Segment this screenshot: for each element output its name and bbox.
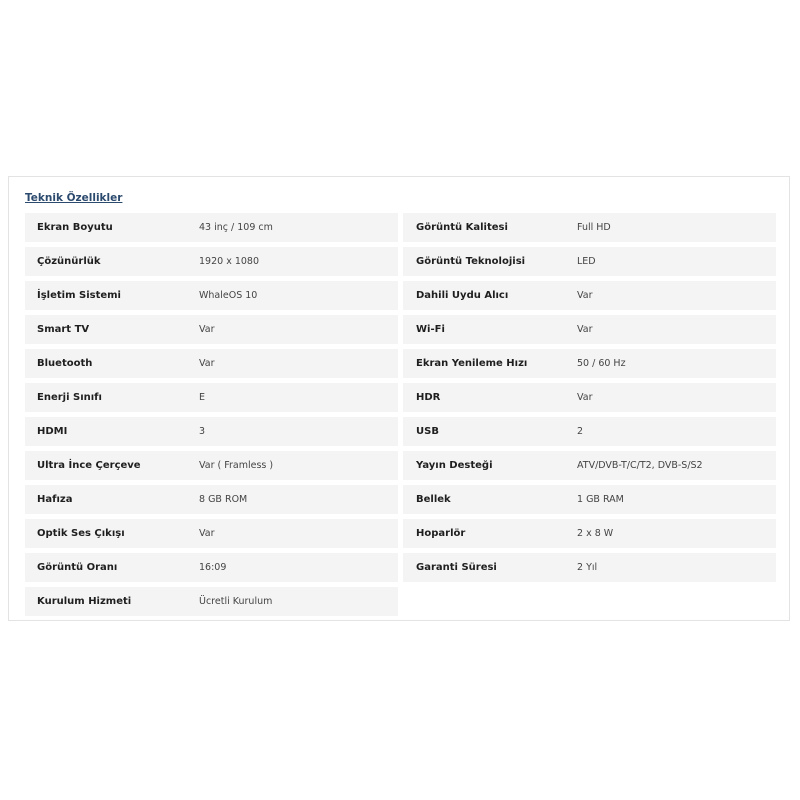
spec-row-hafiza — [25, 485, 398, 514]
spec-label: Optik Ses Çıkışı — [37, 528, 125, 539]
spec-label: Wi-Fi — [416, 324, 445, 335]
spec-row-goruntu-kalitesi — [403, 213, 776, 242]
spec-row-ultra-ince-cerceve — [25, 451, 398, 480]
spec-label: Bluetooth — [37, 358, 93, 369]
spec-row-ekran-yenileme-hizi — [403, 349, 776, 378]
spec-value: 1920 x 1080 — [199, 256, 260, 267]
spec-value: 50 / 60 Hz — [577, 358, 626, 369]
spec-row-garanti-suresi — [403, 553, 776, 582]
spec-value: 2 x 8 W — [577, 528, 614, 539]
spec-value: LED — [577, 256, 596, 267]
spec-row-wifi — [403, 315, 776, 344]
spec-row-isletim-sistemi — [25, 281, 398, 310]
tech-specs-panel — [8, 176, 790, 621]
spec-value: ATV/DVB-T/C/T2, DVB-S/S2 — [577, 460, 703, 471]
spec-value: 16:09 — [199, 562, 227, 573]
spec-value: Full HD — [577, 222, 611, 233]
spec-value: Var — [577, 392, 593, 403]
spec-label: Görüntü Kalitesi — [416, 222, 508, 233]
spec-value: WhaleOS 10 — [199, 290, 258, 301]
spec-label: Ekran Yenileme Hızı — [416, 358, 528, 369]
spec-value: Var — [577, 324, 593, 335]
spec-row-usb — [403, 417, 776, 446]
spec-label: Enerji Sınıfı — [37, 392, 102, 403]
spec-label: Kurulum Hizmeti — [37, 596, 132, 607]
spec-value: Ücretli Kurulum — [199, 596, 273, 607]
spec-value: 3 — [199, 426, 206, 437]
spec-label: Çözünürlük — [37, 256, 101, 267]
spec-value: Var — [199, 528, 215, 539]
spec-row-hdmi — [25, 417, 398, 446]
spec-value: 1 GB RAM — [577, 494, 624, 505]
spec-label: HDR — [416, 392, 441, 403]
spec-value: 2 — [577, 426, 584, 437]
spec-row-hdr — [403, 383, 776, 412]
spec-value: Var ( Framless ) — [199, 460, 274, 471]
spec-label: Ultra İnce Çerçeve — [37, 460, 141, 471]
spec-label: HDMI — [37, 426, 68, 437]
spec-row-goruntu-teknolojisi — [403, 247, 776, 276]
spec-value: 2 Yıl — [577, 562, 598, 573]
spec-row-smart-tv — [25, 315, 398, 344]
spec-row-goruntu-orani — [25, 553, 398, 582]
spec-row-bellek — [403, 485, 776, 514]
spec-label: Bellek — [416, 494, 451, 505]
spec-label: Hafıza — [37, 494, 73, 505]
spec-label: Dahili Uydu Alıcı — [416, 290, 509, 301]
specs-grid — [25, 213, 776, 616]
spec-value: Var — [577, 290, 593, 301]
spec-value: E — [199, 392, 206, 403]
spec-label: Smart TV — [37, 324, 90, 335]
spec-row-bluetooth — [25, 349, 398, 378]
spec-label: Ekran Boyutu — [37, 222, 113, 233]
spec-row-kurulum-hizmeti — [25, 587, 398, 616]
spec-row-optik-ses-cikisi — [25, 519, 398, 548]
spec-row-yayin-destegi — [403, 451, 776, 480]
spec-row-cozunurluk — [25, 247, 398, 276]
spec-label: Yayın Desteği — [416, 460, 493, 471]
spec-row-ekran-boyutu — [25, 213, 398, 242]
spec-label: Hoparlör — [416, 528, 466, 539]
tech-specs-title-link[interactable]: Teknik Özellikler — [25, 192, 123, 204]
spec-value: Var — [199, 324, 215, 335]
spec-value: Var — [199, 358, 215, 369]
spec-row-enerji-sinifi — [25, 383, 398, 412]
spec-label: Görüntü Oranı — [37, 562, 118, 573]
spec-label: Garanti Süresi — [416, 562, 497, 573]
spec-label: USB — [416, 426, 439, 437]
spec-label: Görüntü Teknolojisi — [416, 256, 526, 267]
spec-value: 43 inç / 109 cm — [199, 222, 273, 233]
spec-label: İşletim Sistemi — [37, 290, 121, 301]
spec-row-hoparlor — [403, 519, 776, 548]
spec-row-dahili-uydu-alici — [403, 281, 776, 310]
spec-value: 8 GB ROM — [199, 494, 248, 505]
